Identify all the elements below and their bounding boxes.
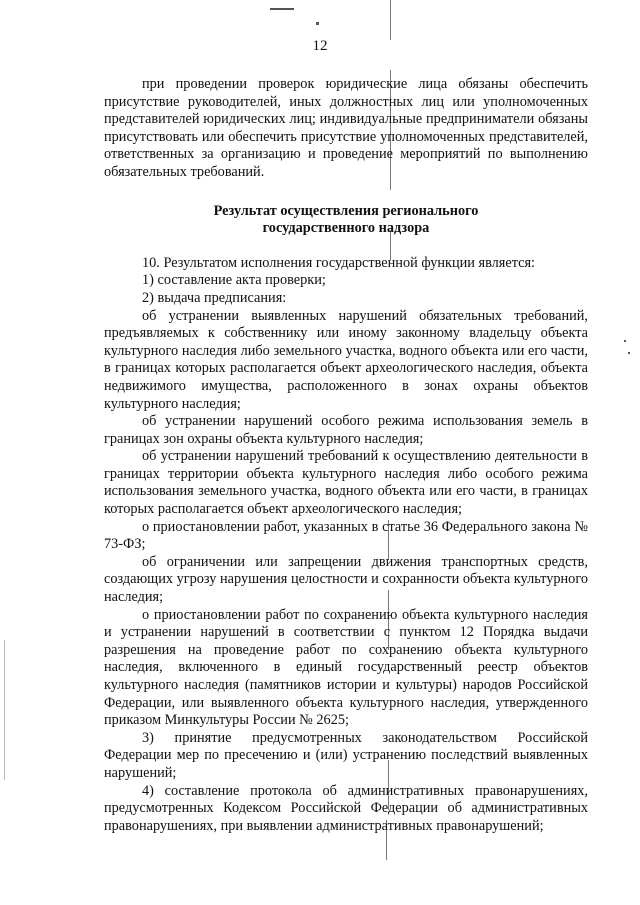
paragraph-subitem: об ограничении или запрещении движения транспортных средств, создающих угрозу нарушения целостности и сохранности объекта культурного наследия;	[104, 553, 588, 606]
paragraph-item-1: 1) составление акта проверки;	[142, 272, 326, 289]
scan-artifact-line	[4, 640, 5, 780]
paragraph-item-2: 2) выдача предписания:	[142, 289, 287, 306]
section-heading-line-1: Результат осуществления регионального	[213, 202, 479, 219]
paragraph-subitem: о приостановлении работ, указанных в статье 36 Федерального закона № 73-ФЗ;	[104, 518, 588, 553]
paragraph-subitem: об устранении выявленных нарушений обязательных требований, предъявляемых к собственнику или иному законному владельцу объекта культурного наследия либо земельного участка, водного объекта или его части, в границах которых располагается объект археологического наследия, объекта недвижимого имущества, расположенного в зонах охраны объектов культурного наследия;	[104, 307, 588, 412]
intro-paragraph: при проведении проверок юридические лица обязаны обеспечить присутствие руководителей, иных должностных лиц или уполномоченных представителей юридических лиц; индивидуальные предприниматели обязаны присутствовать или обеспечить присутствие уполномоченных представителей, ответственных за организацию и проведение мероприятий по выполнению обязательных требований.	[104, 76, 588, 180]
scan-speck	[316, 22, 319, 25]
scan-speck	[628, 352, 630, 354]
document-body	[104, 76, 588, 835]
paragraph-item-3: 3) принятие предусмотренных законодательством Российской Федерации мер по пресечению и (или) устранению последствий выявленных нарушений;	[104, 729, 588, 781]
paragraph-subitem: о приостановлении работ по сохранению объекта культурного наследия и устранении нарушений в соответствии с пунктом 12 Порядка выдачи разрешения на проведение работ по сохранению объекта культурного наследия, включенного в единый государственный реестр объектов культурного наследия (памятников истории и культуры) народов Российской Федерации, или выявленного объекта культурного наследия, утвержденного приказом Минкультуры России № 2625;	[104, 606, 588, 729]
section-heading	[104, 203, 588, 238]
page-number: 12	[312, 38, 328, 54]
scan-speck	[624, 340, 626, 342]
paragraph-result-intro: 10. Результатом исполнения государственной функции является:	[142, 254, 536, 271]
scan-speck	[270, 8, 294, 10]
paragraph-subitem: об устранении нарушений требований к осуществлению деятельности в границах территории объекта культурного наследия либо особого режима использования земельного участка, водного объекта или его части, в границах которых располагается объект археологического наследия;	[104, 448, 588, 518]
section-heading-line-2: государственного надзора	[262, 220, 430, 237]
paragraph-subitem: об устранении нарушений особого режима использования земель в границах зон охраны объекта культурного наследия;	[104, 413, 588, 447]
scan-artifact-line	[390, 0, 391, 40]
paragraph-item-4: 4) составление протокола об административных правонарушениях, предусмотренных Кодексом Российской Федерации об административных правонарушениях, при выявлении административных правонарушений;	[104, 782, 588, 834]
